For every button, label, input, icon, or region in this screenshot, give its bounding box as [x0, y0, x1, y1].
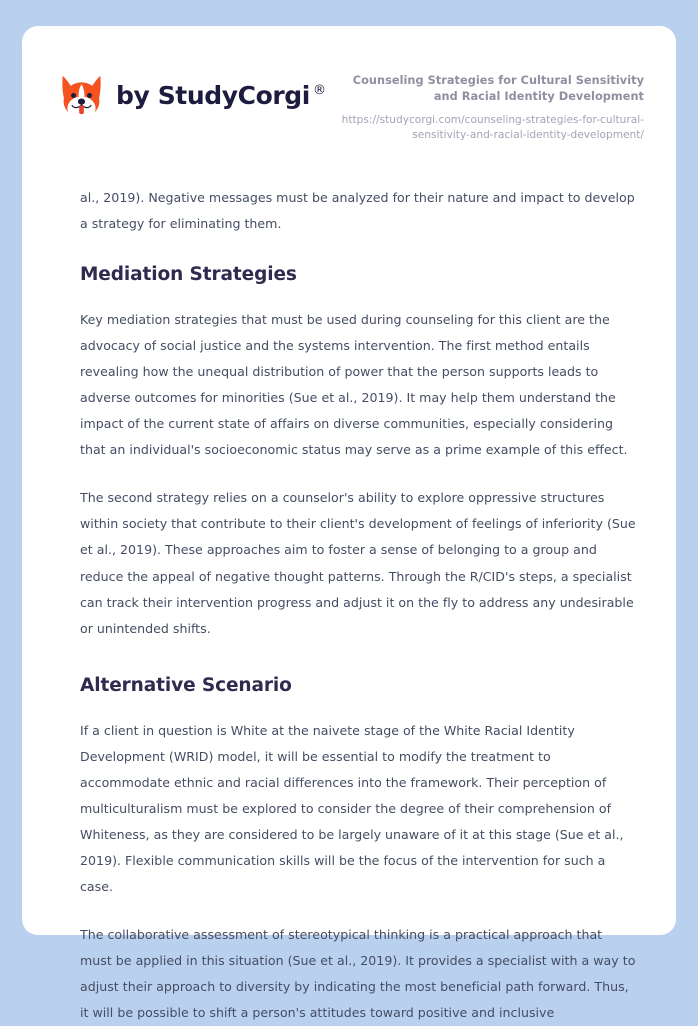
- document-title: Counseling Strategies for Cultural Sensitivity and Racial Identity Development: [352, 74, 644, 104]
- document-body: [22, 185, 676, 1026]
- brand-logo: [58, 70, 326, 119]
- paragraph-alternative-1: If a client in question is White at the naivete stage of the White Racial Identity Development (WRID) model, it will be essential to modify the treatment to accommodate ethnic and racial differences into the framework. Their perception of multiculturalism must be explored to consider the degree of their comprehension of Whiteness, as they are considered to be largely unaware of it at this stage (Sue et al., 2019). Flexible communication skills will be the focus of the intervention for such a case.: [80, 722, 624, 895]
- paragraph-alternative-2: The collaborative assessment of stereotypical thinking is a practical approach that must be applied in this situation (Sue et al., 2019). It provides a specialist with a way to adjust their approach to diversity by indicating the most beneficial path forward. Thus, it will be possible to shift a person's attitudes toward positive and inclusive: [80, 927, 636, 1021]
- corgi-head-icon: [58, 72, 105, 119]
- paragraph-mediation-2: The second strategy relies on a counselor's ability to explore oppressive structures within society that contribute to their client's development of feelings of inferiority (Sue et al., 2019). These approaches aim to foster a sense of belonging to a group and reduce the appeal of negative thought patterns. Through the R/CID's steps, a specialist can track their intervention progress and adjust it on the fly to address any undesirable or unintended shifts.: [80, 490, 636, 636]
- header-meta: [326, 70, 644, 143]
- paragraph-intro: al., 2019). Negative messages must be analyzed for their nature and impact to develop a strategy for eliminating them.: [80, 189, 635, 231]
- paragraph-mediation-1: Key mediation strategies that must be used during counseling for this client are the advocacy of social justice and the systems intervention. The first method entails revealing how the unequal distribution of power that the person supports leads to adverse outcomes for minorities (Sue et al., 2019). It may help them understand the impact of the current state of affairs on diverse communities, especially considering that an individual's socioeconomic status may serve as a prime example of this effect.: [80, 311, 628, 458]
- brand-wordmark: [116, 83, 326, 108]
- document-header: [22, 26, 676, 143]
- document-source-url[interactable]: https://studycorgi.com/counseling-strategies-for-cultural-sensitivity-and-racial-identity-development/: [341, 113, 644, 141]
- brand-name-text: by StudyCorgi: [116, 81, 310, 110]
- heading-mediation-strategies: Mediation Strategies: [80, 263, 297, 285]
- heading-alternative-scenario: Alternative Scenario: [80, 674, 292, 696]
- registered-trademark-icon: ®: [312, 83, 326, 98]
- document-page-card: [22, 26, 676, 1021]
